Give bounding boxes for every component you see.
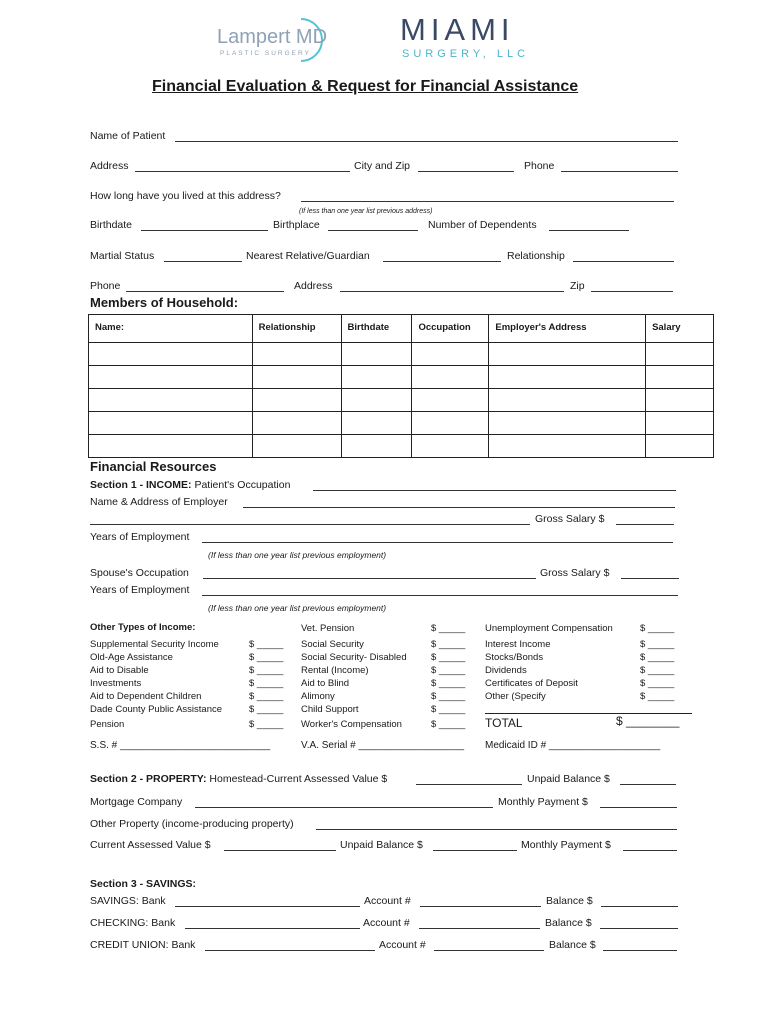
spouse-occupation-field[interactable] [203, 578, 536, 579]
amount-field[interactable]: $ _____ [249, 678, 284, 689]
dependents-label: Number of Dependents [428, 219, 537, 231]
household-table [88, 314, 714, 458]
checking-account-label: Account # [363, 917, 410, 929]
patient-occupation-field[interactable] [313, 490, 676, 491]
col-employer-address: Employer's Address [489, 315, 646, 343]
amount-field[interactable]: $ _____ [431, 652, 466, 663]
income-item: Aid to Disable [90, 665, 149, 676]
phone2-field[interactable] [126, 291, 284, 292]
amount-field[interactable]: $ _____ [249, 639, 284, 650]
amount-field[interactable]: $ _____ [249, 665, 284, 676]
mortgage-label: Mortgage Company [90, 796, 183, 808]
current-assessed-field[interactable] [224, 850, 336, 851]
income-item: Supplemental Security Income [90, 639, 219, 650]
table-cell[interactable] [341, 389, 412, 412]
employer-field[interactable] [243, 507, 675, 508]
monthly2-label: Monthly Payment $ [521, 839, 611, 851]
income-item: Aid to Blind [301, 678, 350, 689]
phone2-label: Phone [90, 280, 121, 292]
checking-balance-label: Balance $ [545, 917, 592, 929]
amount-field[interactable]: $ _____ [431, 704, 466, 715]
credit-balance-label: Balance $ [549, 939, 596, 951]
checking-bank-field[interactable] [185, 928, 360, 929]
birthplace-field[interactable] [328, 230, 418, 231]
how-long-label: How long have you lived at this address? [90, 190, 281, 202]
address-field[interactable] [135, 171, 350, 172]
income-item: Rental (Income) [301, 665, 369, 676]
table-cell[interactable] [252, 435, 341, 458]
income-row [90, 479, 290, 492]
patient-name-label: Name of Patient [90, 130, 166, 142]
col-occupation: Occupation [412, 315, 489, 343]
table-cell[interactable] [489, 412, 646, 435]
savings-balance-label: Balance $ [546, 895, 593, 907]
homestead-label: Homestead-Current Assessed Value $ [209, 773, 388, 785]
income-item: Investments [90, 678, 142, 689]
table-row [89, 343, 714, 366]
table-row [89, 389, 714, 412]
gross-salary2-label: Gross Salary $ [540, 567, 610, 579]
lampert-md-logo [215, 16, 340, 69]
unpaid-label: Unpaid Balance $ [527, 773, 610, 785]
income-item: Aid to Dependent Children [90, 691, 202, 702]
income-item: Unemployment Compensation [485, 623, 613, 634]
amount-field[interactable]: $ _____ [431, 623, 466, 634]
income-item: Pension [90, 719, 125, 730]
table-cell[interactable] [646, 366, 714, 389]
checking-bank-label: CHECKING: Bank [90, 917, 176, 929]
address2-label: Address [294, 280, 333, 292]
city-zip-field[interactable] [418, 171, 514, 172]
table-cell[interactable] [341, 366, 412, 389]
credit-bank-label: CREDIT UNION: Bank [90, 939, 196, 951]
household-heading: Members of Household: [90, 295, 239, 310]
income-item: Other (Specify [485, 691, 546, 702]
monthly2-field[interactable] [623, 850, 677, 851]
gross-salary-field[interactable] [616, 524, 674, 525]
income-col1 [90, 638, 222, 731]
col-name: Name: [89, 315, 253, 343]
credit-account-field[interactable] [434, 950, 544, 951]
table-cell[interactable] [341, 343, 412, 366]
table-cell[interactable] [89, 366, 253, 389]
table-cell[interactable] [252, 389, 341, 412]
page-title: Financial Evaluation & Request for Financial Assistance [152, 78, 579, 95]
table-cell[interactable] [646, 389, 714, 412]
table-cell[interactable] [412, 389, 489, 412]
relationship-field[interactable] [573, 261, 674, 262]
table-cell[interactable] [252, 343, 341, 366]
income-col1-amounts[interactable] [249, 638, 283, 731]
income-item: Stocks/Bonds [485, 652, 544, 663]
income-col2-amounts[interactable] [431, 622, 465, 731]
employer-field-2[interactable] [90, 524, 530, 525]
credit-balance-field[interactable] [603, 950, 677, 951]
dependents-field[interactable] [549, 230, 629, 231]
income-item: Child Support [301, 704, 359, 715]
table-cell[interactable] [489, 389, 646, 412]
table-cell[interactable] [489, 366, 646, 389]
checking-account-field[interactable] [419, 928, 540, 929]
relative-field[interactable] [383, 261, 501, 262]
marital-label: Martial Status [90, 250, 155, 262]
col-relationship: Relationship [252, 315, 341, 343]
miami-text: MIAMI [400, 12, 515, 47]
income-item: Dade County Public Assistance [90, 704, 223, 715]
checking-balance-field[interactable] [600, 928, 678, 929]
income-item: Worker's Compensation [301, 719, 402, 730]
table-cell[interactable] [646, 343, 714, 366]
income-item: Social Security [301, 639, 364, 650]
income-item: Interest Income [485, 639, 551, 650]
section3-label: Section 3 - SAVINGS: [90, 878, 196, 890]
table-cell[interactable] [412, 366, 489, 389]
table-cell[interactable] [341, 435, 412, 458]
income-item: Vet. Pension [301, 623, 355, 634]
income-col2 [301, 622, 407, 731]
table-cell[interactable] [341, 412, 412, 435]
how-long-field[interactable] [301, 201, 674, 202]
savings-balance-field[interactable] [601, 906, 678, 907]
patient-occupation-label: Patient's Occupation [194, 479, 291, 491]
table-row [89, 435, 714, 458]
city-zip-label: City and Zip [354, 160, 411, 172]
amount-field[interactable]: $ _____ [431, 665, 466, 676]
table-cell[interactable] [412, 343, 489, 366]
unpaid2-label: Unpaid Balance $ [340, 839, 423, 851]
monthly-field[interactable] [600, 807, 677, 808]
years-employment2-field[interactable] [202, 595, 678, 596]
amount-field[interactable]: $ _____ [249, 652, 284, 663]
savings-bank-label: SAVINGS: Bank [90, 895, 166, 907]
relative-label: Nearest Relative/Guardian [246, 250, 370, 262]
table-cell[interactable] [489, 435, 646, 458]
financial-heading: Financial Resources [90, 459, 217, 474]
table-cell[interactable] [252, 366, 341, 389]
gross-salary-label: Gross Salary $ [535, 513, 605, 525]
unpaid2-field[interactable] [433, 850, 517, 851]
birthdate-label: Birthdate [90, 219, 133, 231]
table-cell[interactable] [89, 389, 253, 412]
unpaid-field[interactable] [620, 784, 676, 785]
income-item: Social Security- Disabled [301, 652, 407, 663]
years-employment2-label: Years of Employment [90, 584, 190, 596]
homestead-field[interactable] [416, 784, 522, 785]
years-note: (If less than one year list previous employment) [208, 550, 387, 560]
amount-field[interactable]: $ _____ [640, 678, 675, 689]
other-property-label: Other Property (income-producing property) [90, 818, 294, 830]
col-birthdate: Birthdate [341, 315, 412, 343]
miami-sub: SURGERY, LLC [402, 48, 530, 60]
how-long-note: (If less than one year list previous address) [299, 208, 433, 215]
amount-field[interactable]: $ _____ [431, 691, 466, 702]
amount-field[interactable]: $ _____ [640, 652, 675, 663]
amount-field[interactable]: $ _____ [431, 719, 466, 730]
birthdate-field[interactable] [141, 230, 268, 231]
gross-salary2-field[interactable] [621, 578, 679, 579]
credit-bank-field[interactable] [205, 950, 375, 951]
income-item: Alimony [301, 691, 335, 702]
address-label: Address [90, 160, 129, 172]
other-property-field[interactable] [316, 829, 677, 830]
phone-field[interactable] [561, 171, 678, 172]
va-field[interactable]: V.A. Serial # ___________________ [301, 740, 465, 751]
savings-bank-field[interactable] [175, 906, 360, 907]
savings-account-label: Account # [364, 895, 411, 907]
table-cell[interactable] [412, 412, 489, 435]
section1-label: Section 1 - INCOME: [90, 479, 192, 491]
table-cell[interactable] [89, 343, 253, 366]
table-cell[interactable] [489, 343, 646, 366]
current-assessed-label: Current Assessed Value $ [90, 839, 211, 851]
table-cell[interactable] [252, 412, 341, 435]
monthly-label: Monthly Payment $ [498, 796, 588, 808]
credit-account-label: Account # [379, 939, 426, 951]
table-cell[interactable] [646, 435, 714, 458]
amount-field[interactable]: $ _____ [249, 719, 284, 730]
amount-field[interactable]: $ _____ [431, 639, 466, 650]
table-row [89, 366, 714, 389]
table-cell[interactable] [89, 412, 253, 435]
total-field[interactable]: $ ________ [616, 714, 680, 728]
amount-field[interactable]: $ _____ [431, 678, 466, 689]
ss-field[interactable]: S.S. # ___________________________ [90, 740, 271, 751]
amount-field[interactable]: $ _____ [640, 623, 675, 634]
table-cell[interactable] [89, 435, 253, 458]
other-income-label: Other Types of Income: [90, 622, 196, 633]
amount-field[interactable]: $ _____ [640, 691, 675, 702]
lampert-text: Lampert MD [217, 26, 328, 48]
address2-field[interactable] [340, 291, 564, 292]
spouse-occupation-label: Spouse's Occupation [90, 567, 189, 579]
mortgage-field[interactable] [195, 807, 493, 808]
income-col3 [485, 622, 613, 703]
amount-field[interactable]: $ _____ [640, 639, 675, 650]
years-employment-field[interactable] [202, 542, 673, 543]
savings-account-field[interactable] [420, 906, 541, 907]
total-label: TOTAL [485, 716, 523, 730]
income-item: Dividends [485, 665, 527, 676]
amount-field[interactable]: $ _____ [249, 704, 284, 715]
years-employment-label: Years of Employment [90, 531, 190, 543]
table-row [89, 412, 714, 435]
birthplace-label: Birthplace [273, 219, 320, 231]
amount-field[interactable]: $ _____ [640, 665, 675, 676]
zip-field[interactable] [591, 291, 673, 292]
employer-label: Name & Address of Employer [90, 496, 228, 508]
years-note2: (If less than one year list previous employment) [208, 603, 387, 613]
medicaid-field[interactable]: Medicaid ID # ____________________ [485, 740, 661, 751]
patient-name-field[interactable] [175, 141, 678, 142]
section2-label: Section 2 - PROPERTY: [90, 773, 207, 785]
table-cell[interactable] [412, 435, 489, 458]
table-cell[interactable] [646, 412, 714, 435]
income-item: Certificates of Deposit [485, 678, 578, 689]
income-item: Old-Age Assistance [90, 652, 173, 663]
col-salary: Salary [646, 315, 714, 343]
marital-field[interactable] [164, 261, 242, 262]
phone-label: Phone [524, 160, 555, 172]
income-col3-amounts[interactable] [640, 622, 674, 703]
lampert-sub: PLASTIC SURGERY [220, 50, 311, 57]
relationship-label: Relationship [507, 250, 565, 262]
property-row [90, 773, 387, 786]
amount-field[interactable]: $ _____ [249, 691, 284, 702]
zip-label: Zip [570, 280, 585, 292]
